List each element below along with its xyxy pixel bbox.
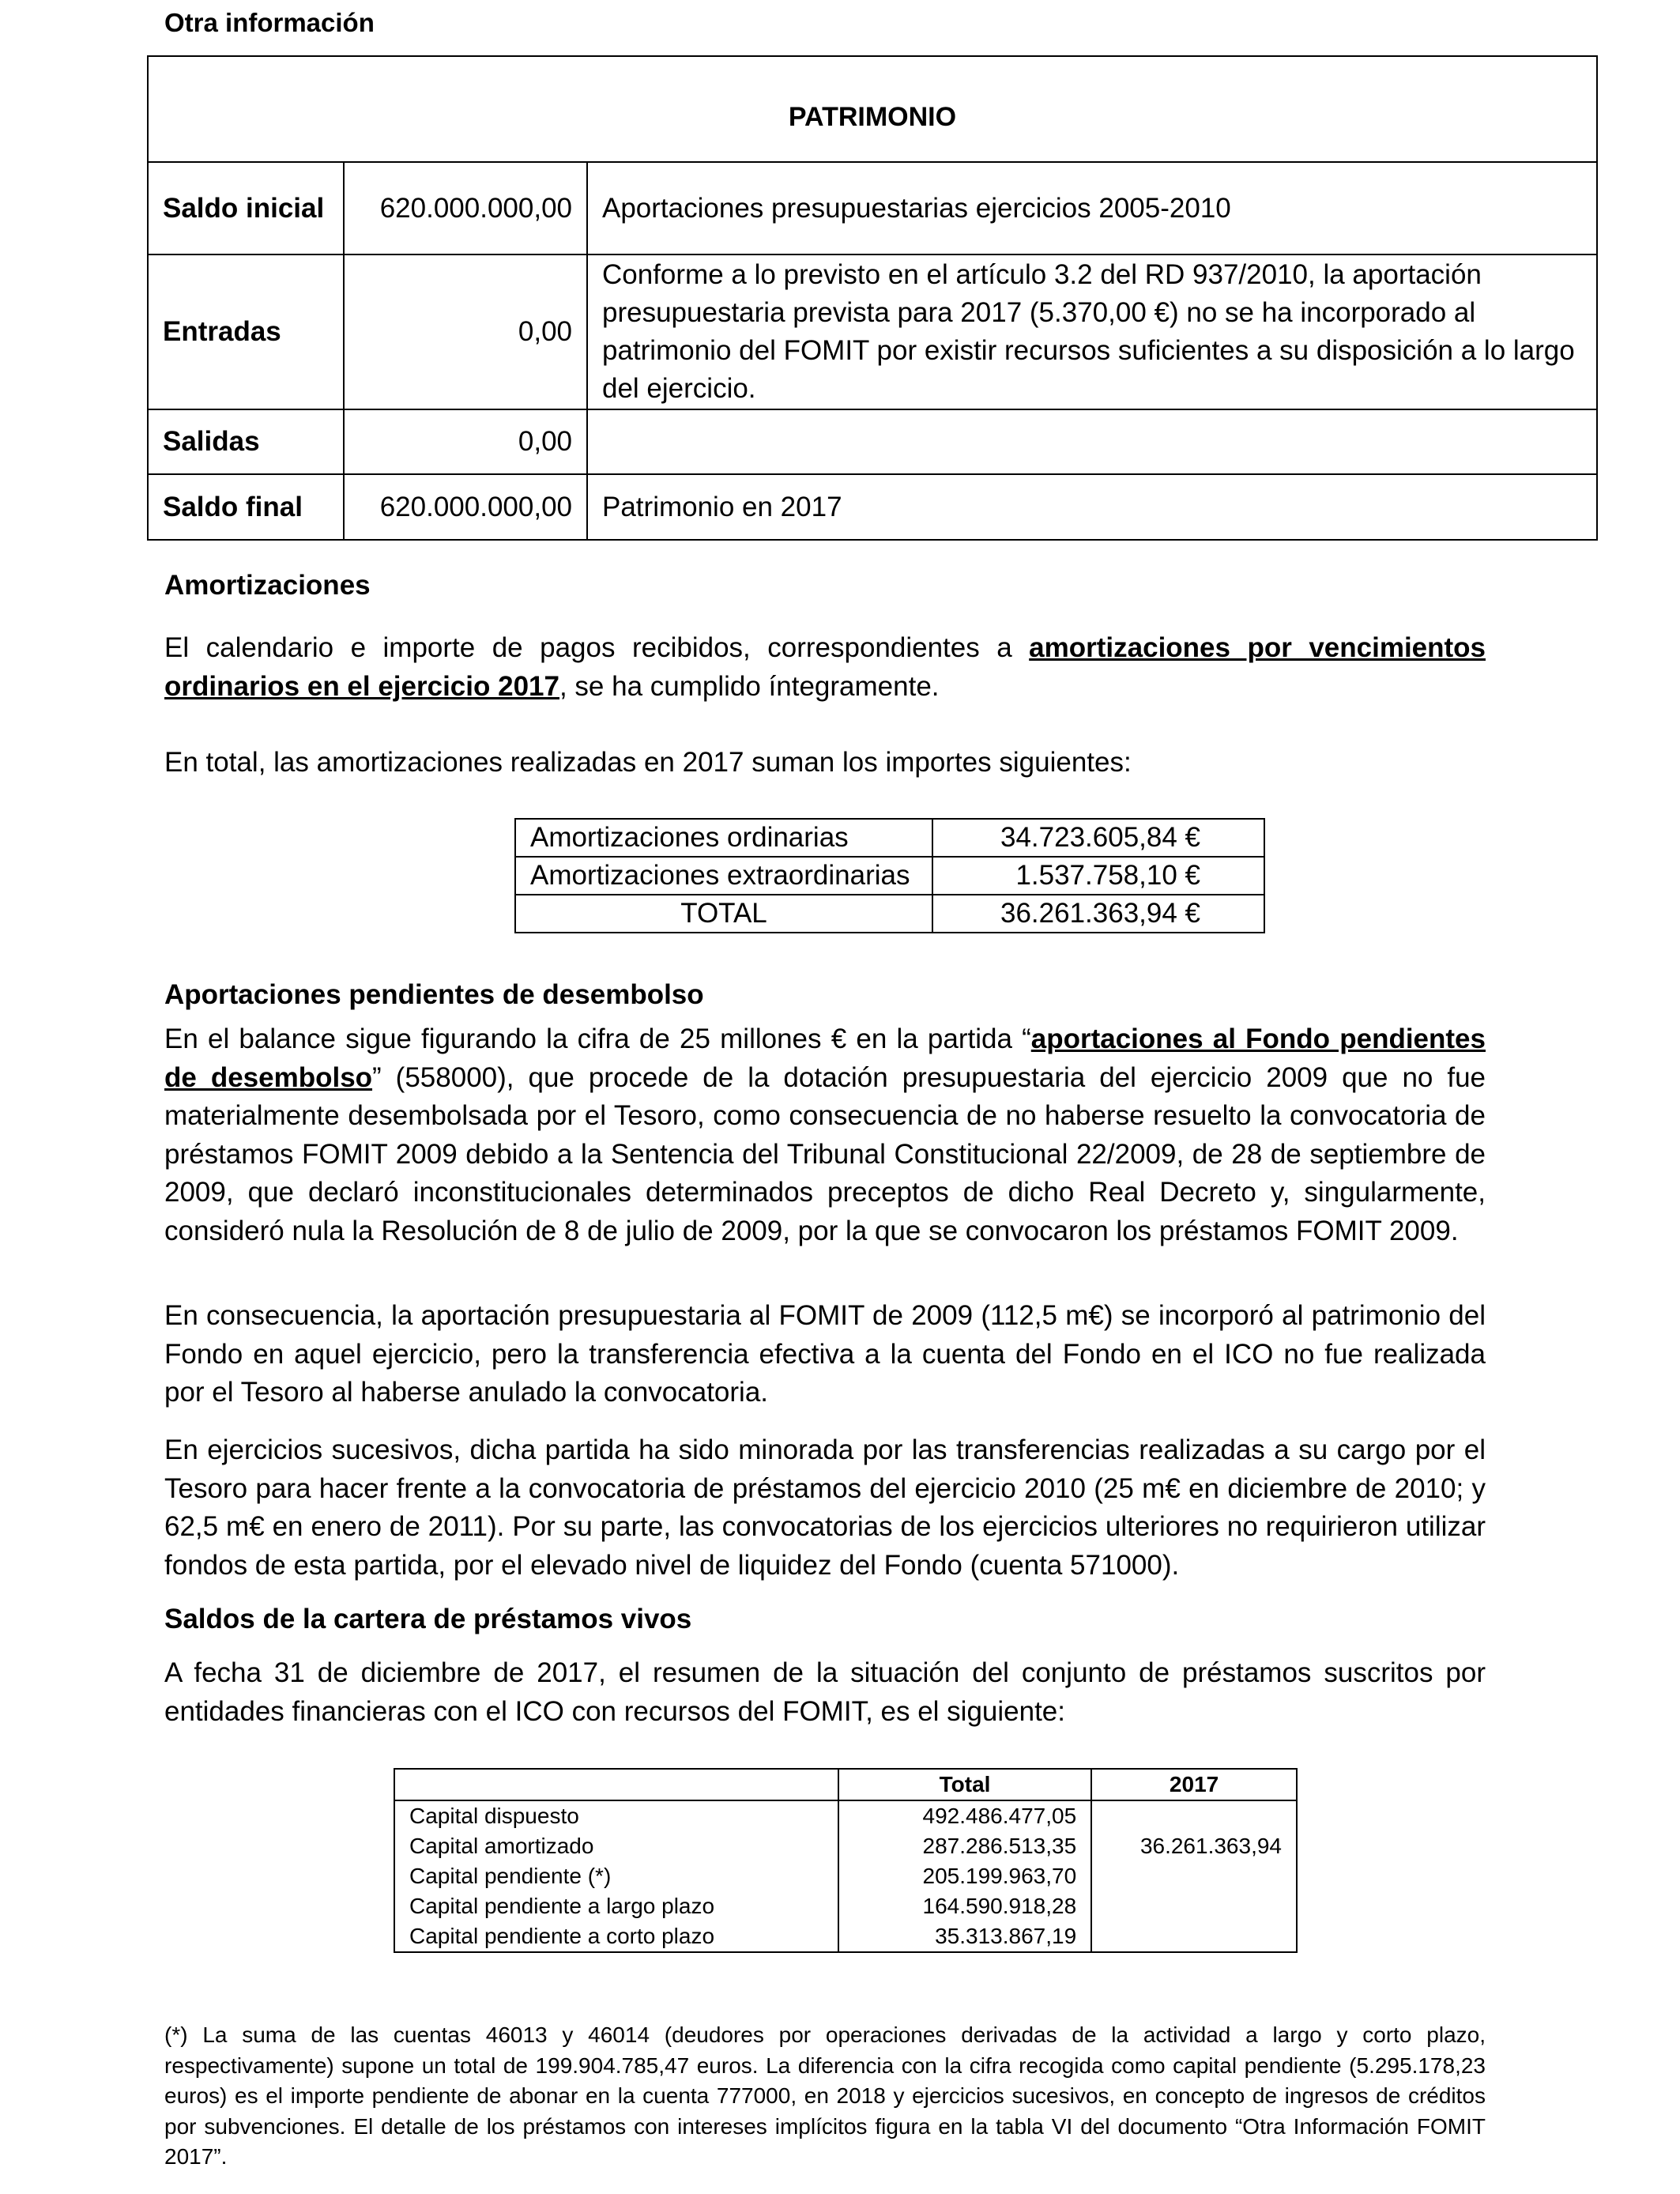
total-value: 36.261.363,94 €: [932, 895, 1264, 933]
saldos-table: [394, 1768, 1298, 1953]
text: ” (558000), que procede de la dotación presupuestaria del ejercicio 2009 que no fue materialmente desembolsada por el Tesoro, como consecuencia de no haberse resuelto la convocatoria de préstamos FOMIT 2009 debido a la Sentencia del Tribunal Constitucional 22/2009, de 28 de septiembre de 2009, que declaró inconstitucionales determinados preceptos de dicho Real Decreto y, singularmente, consideró nula la Resolución de 8 de julio de 2009, por la que se convocaron los préstamos FOMIT 2009.: [164, 1061, 1486, 1246]
highlight-text: aportaciones al Fondo pendientes de desembolso: [164, 1023, 1486, 1093]
table-row: [515, 819, 1264, 857]
table-row: [515, 895, 1264, 933]
row-label: Capital pendiente (*): [394, 1861, 838, 1891]
row-label: Entradas: [148, 254, 344, 409]
row-value: 0,00: [344, 254, 587, 409]
row-label: Capital dispuesto: [394, 1800, 838, 1831]
text: , se ha cumplido íntegramente.: [559, 670, 940, 702]
row-year: [1091, 1921, 1297, 1952]
table-row: [394, 1800, 1297, 1831]
table-row: [394, 1891, 1297, 1921]
patrimonio-table: [147, 55, 1598, 541]
aportaciones-paragraph-2: En consecuencia, la aportación presupuestaria al FOMIT de 2009 (112,5 m€) se incorporó al patrimonio del Fondo en aquel ejercicio, pero la transferencia efectiva a la cuenta del Fondo en el ICO no fue realizada por el Tesoro al haberse anulado la convocatoria.: [164, 1300, 1486, 1408]
row-value: 620.000.000,00: [344, 162, 587, 254]
text: En el balance sigue figurando la cifra de 25 millones € en la partida “: [164, 1023, 1031, 1054]
header-empty: [394, 1769, 838, 1800]
text: El calendario e importe de pagos recibidos, correspondientes a: [164, 632, 1030, 663]
row-total: 164.590.918,28: [838, 1891, 1091, 1921]
row-year: [1091, 1891, 1297, 1921]
row-description: [587, 409, 1597, 474]
table-row: [515, 857, 1264, 895]
highlight-text: amortizaciones por vencimientos ordinarios en el ejercicio 2017: [164, 632, 1486, 702]
row-value: 0,00: [344, 409, 587, 474]
table-row: [148, 474, 1597, 540]
row-total: 287.286.513,35: [838, 1831, 1091, 1861]
row-label: Capital amortizado: [394, 1831, 838, 1861]
row-value: 620.000.000,00: [344, 474, 587, 540]
table-header-row: [394, 1769, 1297, 1800]
row-year: [1091, 1861, 1297, 1891]
amortizaciones-table: [514, 818, 1265, 933]
row-description: Aportaciones presupuestarias ejercicios 2005-2010: [587, 162, 1597, 254]
amortizaciones-heading: Amortizaciones: [164, 570, 371, 601]
row-label: Capital pendiente a corto plazo: [394, 1921, 838, 1952]
table-row: [148, 254, 1597, 409]
row-description: Patrimonio en 2017: [587, 474, 1597, 540]
section-title: Otra información: [164, 8, 375, 37]
row-total: 492.486.477,05: [838, 1800, 1091, 1831]
row-total: 205.199.963,70: [838, 1861, 1091, 1891]
row-description: Conforme a lo previsto en el artículo 3.2 del RD 937/2010, la aportación presupuestaria prevista para 2017 (5.370,00 €) no se ha incorporado al patrimonio del FOMIT por existir recursos suficientes a su disposición a lo largo del ejercicio.: [587, 254, 1597, 409]
saldos-paragraph: A fecha 31 de diciembre de 2017, el resumen de la situación del conjunto de préstamos suscritos por entidades financieras con el ICO con recursos del FOMIT, es el siguiente:: [164, 1657, 1486, 1727]
table-row: [394, 1921, 1297, 1952]
footnote: (*) La suma de las cuentas 46013 y 46014 (deudores por operaciones derivadas de la actividad a largo y corto plazo, respectivamente) supone un total de 199.904.785,47 euros. La diferencia con la cifra recogida como capital pendiente (5.295.178,23 euros) es el importe pendiente de abonar en la cuenta 777000, en 2018 y ejercicios sucesivos, en concepto de ingresos de créditos por subvenciones. El detalle de los préstamos con intereses implícitos figura en la tabla VI del documento “Otra Información FOMIT 2017”.: [164, 2022, 1486, 2169]
row-total: 35.313.867,19: [838, 1921, 1091, 1952]
total-label: TOTAL: [515, 895, 932, 933]
aportaciones-heading: Aportaciones pendientes de desembolso: [164, 979, 704, 1010]
aportaciones-paragraph-1: [164, 1020, 1486, 1250]
row-value: 34.723.605,84 €: [932, 819, 1264, 857]
row-label: Amortizaciones extraordinarias: [515, 857, 932, 895]
row-label: Capital pendiente a largo plazo: [394, 1891, 838, 1921]
table-row: [148, 409, 1597, 474]
row-value: 1.537.758,10 €: [932, 857, 1264, 895]
row-year: [1091, 1800, 1297, 1831]
table-row: [394, 1831, 1297, 1861]
row-label: Amortizaciones ordinarias: [515, 819, 932, 857]
table-row: [148, 162, 1597, 254]
row-label: Saldo inicial: [148, 162, 344, 254]
aportaciones-paragraph-3: En ejercicios sucesivos, dicha partida ha sido minorada por las transferencias realizadas a su cargo por el Tesoro para hacer frente a la convocatoria de préstamos del ejercicio 2010 (25 m€ en diciembre de 2010; y 62,5 m€ en enero de 2011). Por su parte, las convocatorias de los ejercicios ulteriores no requirieron utilizar fondos de esta partida, por el elevado nivel de liquidez del Fondo (cuenta 571000).: [164, 1434, 1486, 1581]
patrimonio-header-row: [148, 56, 1597, 162]
patrimonio-header: PATRIMONIO: [148, 56, 1597, 162]
amortizaciones-total-paragraph: En total, las amortizaciones realizadas en 2017 suman los importes siguientes:: [164, 747, 1132, 778]
row-label: Salidas: [148, 409, 344, 474]
amortizaciones-paragraph: [164, 629, 1486, 706]
column-header-total: Total: [838, 1769, 1091, 1800]
saldos-heading: Saldos de la cartera de préstamos vivos: [164, 1604, 692, 1634]
table-row: [394, 1861, 1297, 1891]
column-header-year: 2017: [1091, 1769, 1297, 1800]
row-label: Saldo final: [148, 474, 344, 540]
row-year: 36.261.363,94: [1091, 1831, 1297, 1861]
